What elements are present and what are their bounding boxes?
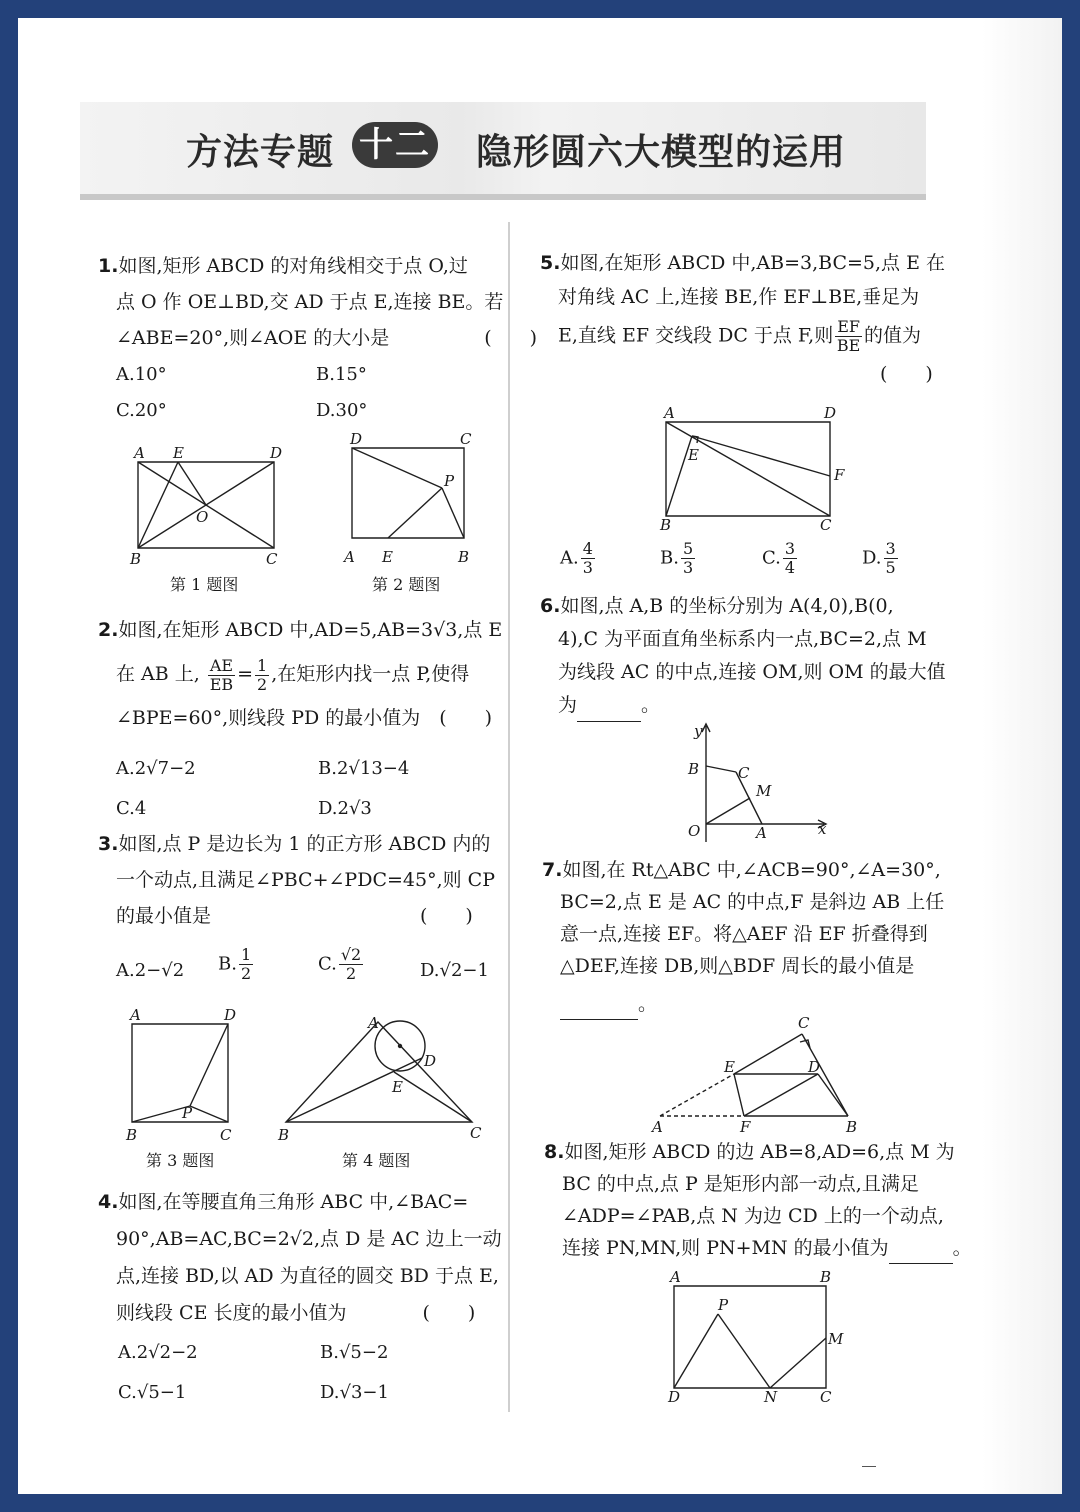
option-c: C. $\frac{3}{4}$: [762, 539, 796, 577]
question-number: 5.: [540, 252, 561, 274]
figure-1-caption: 第 1 题图: [170, 575, 239, 594]
figure-label: F: [740, 1118, 751, 1136]
question-line: 的值为: [863, 324, 921, 347]
figure-7: [648, 1012, 868, 1136]
question-line: =: [237, 663, 254, 685]
question-line: 意一点,连接 EF。将△AEF 沿 EF 折叠得到: [560, 923, 928, 945]
figure-label: M: [756, 782, 772, 800]
denominator: 3: [582, 558, 593, 577]
option-c: C.4: [116, 798, 147, 819]
question-number: 2.: [98, 619, 119, 641]
figure-label: x: [818, 820, 827, 838]
answer-blank[interactable]: [577, 703, 641, 722]
question-3: [98, 826, 495, 934]
question-line: 4),C 为平面直角坐标系内一点,BC=2,点 M: [558, 628, 927, 650]
figure-label: A: [368, 1014, 379, 1032]
question-line: 为线段 AC 的中点,连接 OM,则 OM 的最大值: [558, 661, 946, 683]
option-a: A. $\frac{4}{3}$: [560, 539, 593, 577]
option-d: D.√2−1: [420, 960, 489, 981]
figure-label: C: [820, 1388, 832, 1406]
question-line: 如图,点 P 是边长为 1 的正方形 ABCD 内的: [118, 833, 491, 855]
figure-label: A: [652, 1118, 663, 1136]
question-line: 对角线 AC 上,连接 BE,作 EF⊥BE,垂足为: [558, 286, 920, 308]
option-b: B. $\frac{5}{3}$: [660, 539, 694, 577]
question-line: E,直线 EF 交线段 DC 于点 F,则: [558, 324, 834, 347]
option-b: B.15°: [316, 364, 367, 385]
question-line: 连接 PN,MN,则 PN+MN 的最小值为: [562, 1237, 889, 1259]
question-4: [98, 1184, 502, 1332]
question-line: 如图,点 A,B 的坐标分别为 A(4,0),B(0,: [560, 595, 894, 617]
fraction: [783, 540, 797, 577]
figure-label: y: [694, 722, 703, 740]
option-a: A.2√7−2: [116, 758, 196, 779]
page-mark: [862, 1466, 876, 1467]
question-line: BC 的中点,点 P 是矩形内部一动点,且满足: [562, 1173, 919, 1195]
figure-label: B: [820, 1268, 832, 1286]
option-a: A.2√2−2: [118, 1342, 198, 1363]
question-7: [542, 854, 944, 1020]
figure-label: B: [846, 1118, 858, 1136]
figure-label: D: [824, 404, 837, 422]
figure-label: D: [424, 1052, 437, 1070]
denominator: 2: [257, 674, 268, 694]
question-line: 则线段 CE 长度的最小值为 ( ): [116, 1302, 476, 1324]
option-d: D. $\frac{3}{5}$: [862, 539, 896, 577]
figure-4: [274, 1010, 494, 1146]
numerator: 1: [240, 945, 252, 964]
question-line: 的最小值是 ( ): [116, 905, 473, 927]
question-line: 。: [638, 993, 658, 1015]
question-line: 点,连接 BD,以 AD 为直径的圆交 BD 于点 E,: [116, 1265, 499, 1287]
page-edge-shadow: [982, 18, 1062, 1494]
question-line: ( ): [880, 363, 933, 385]
question-line: 点 O 作 OE⊥BD,交 AD 于点 E,连接 BE。若: [116, 291, 504, 313]
question-1: [98, 248, 537, 356]
figure-label: C: [460, 430, 472, 448]
question-line: 在 AB 上,: [116, 663, 200, 685]
option-d: D.2√3: [318, 798, 372, 819]
fraction: [681, 540, 695, 577]
fraction: [255, 657, 269, 694]
question-line: △DEF,连接 DB,则△BDF 周长的最小值是: [560, 955, 915, 977]
figure-label: A: [664, 404, 675, 422]
column-divider: [508, 222, 510, 1412]
figure-2-caption: 第 2 题图: [372, 575, 441, 594]
question-number: 7.: [542, 859, 563, 881]
figure-label: D: [350, 430, 363, 448]
question-line: 为: [558, 694, 578, 716]
figure-label: C: [266, 550, 278, 568]
figure-label: P: [718, 1296, 729, 1314]
numerator: 4: [582, 539, 593, 558]
question-line: ∠BPE=60°,则线段 PD 的最小值为 ( ): [116, 706, 493, 729]
figure-label: C: [820, 516, 832, 534]
fraction: [884, 540, 898, 577]
figure-label: A: [344, 548, 355, 566]
denominator: 3: [682, 558, 694, 577]
figure-4-caption: 第 4 题图: [342, 1151, 411, 1170]
numerator: √2: [340, 945, 362, 964]
figure-3: [122, 1006, 252, 1146]
figure-label: B: [660, 516, 672, 534]
fraction: [835, 318, 862, 355]
question-number: 6.: [540, 595, 561, 617]
figure-label: A: [134, 444, 145, 462]
denominator: 4: [784, 558, 796, 577]
question-line: 。: [952, 1237, 972, 1259]
figure-label: C: [738, 764, 750, 782]
option-d: D.√3−1: [320, 1382, 389, 1403]
figure-label: E: [724, 1058, 735, 1076]
numerator: AE: [209, 655, 234, 675]
question-6: [540, 590, 946, 722]
answer-blank[interactable]: [889, 1245, 953, 1264]
denominator: 5: [885, 558, 896, 577]
figure-label: C: [470, 1124, 482, 1142]
option-a: A.10°: [116, 364, 167, 385]
denominator: BE: [836, 336, 861, 355]
figure-label: B: [458, 548, 470, 566]
question-number: 3.: [98, 833, 119, 855]
question-line: 一个动点,且满足∠PBC+∠PDC=45°,则 CP: [116, 869, 495, 891]
figure-5: [654, 400, 854, 536]
title-rule: [80, 194, 926, 200]
question-line: BC=2,点 E 是 AC 的中点,F 是斜边 AB 上任: [560, 891, 945, 913]
option-a: A.2−√2: [116, 960, 185, 981]
question-line: ∠ADP=∠PAB,点 N 为边 CD 上的一个动点,: [562, 1205, 944, 1227]
figure-label: C: [798, 1014, 810, 1032]
numerator: 3: [885, 539, 896, 558]
figure-label: D: [270, 444, 283, 462]
figure-8: [664, 1264, 854, 1404]
figure-label: P: [444, 472, 455, 490]
question-line: 如图,在矩形 ABCD 中,AB=3,BC=5,点 E 在: [560, 252, 945, 274]
question-line: 如图,矩形 ABCD 的对角线相交于点 O,过: [118, 255, 468, 277]
question-line: ,在矩形内找一点 P,使得: [271, 663, 470, 685]
option-b: B.2√13−4: [318, 758, 410, 779]
figure-label: E: [173, 444, 184, 462]
figure-1: [128, 440, 288, 570]
figure-label: B: [130, 550, 142, 568]
answer-blank[interactable]: [560, 1001, 638, 1020]
figure-label: F: [834, 466, 845, 484]
numerator: 5: [682, 539, 694, 558]
figure-label: O: [196, 508, 209, 526]
topic-number-badge: 十二: [352, 122, 438, 168]
figure-label: A: [670, 1268, 681, 1286]
figure-6: [676, 720, 836, 844]
figure-3-caption: 第 3 题图: [146, 1151, 215, 1170]
page-title-right: 隐形圆六大模型的运用: [476, 132, 847, 173]
question-2: [98, 612, 502, 736]
figure-label: O: [688, 822, 701, 840]
fraction: [339, 946, 363, 983]
numerator: 1: [257, 655, 268, 675]
question-line: 。: [641, 694, 661, 716]
question-5: [540, 246, 945, 391]
figure-label: N: [764, 1388, 778, 1406]
option-b: B.√5−2: [320, 1342, 389, 1363]
numerator: 3: [784, 539, 796, 558]
question-line: 如图,在矩形 ABCD 中,AD=5,AB=3√3,点 E: [118, 619, 503, 641]
option-c: C. $\frac{√2}{2}$: [318, 945, 362, 983]
denominator: 2: [345, 964, 357, 983]
figure-label: C: [220, 1126, 232, 1144]
fraction: [581, 540, 595, 577]
option-c: C.√5−1: [118, 1382, 187, 1403]
figure-label: E: [382, 548, 393, 566]
question-line: ∠ABE=20°,则∠AOE 的大小是 ( ): [116, 327, 538, 349]
fraction: [239, 946, 253, 983]
question-number: 1.: [98, 255, 119, 277]
figure-label: D: [224, 1006, 237, 1024]
figure-label: D: [668, 1388, 681, 1406]
figure-label: E: [392, 1078, 403, 1096]
page-title-left: 方法专题: [186, 132, 335, 173]
fraction: [208, 657, 235, 694]
option-b: B. $\frac{1}{2}$: [218, 945, 252, 983]
question-number: 4.: [98, 1191, 119, 1213]
question-line: 如图,矩形 ABCD 的边 AB=8,AD=6,点 M 为: [564, 1141, 955, 1163]
denominator: 2: [240, 964, 252, 983]
question-line: 如图,在 Rt△ABC 中,∠ACB=90°,∠A=30°,: [562, 859, 941, 881]
figure-label: D: [808, 1058, 821, 1076]
figure-label: P: [182, 1104, 193, 1122]
numerator: EF: [837, 317, 860, 336]
figure-label: A: [756, 824, 767, 842]
figure-2: [342, 430, 482, 570]
figure-label: B: [278, 1126, 290, 1144]
figure-label: E: [688, 446, 699, 464]
figure-label: M: [828, 1330, 844, 1348]
figure-label: A: [130, 1006, 141, 1024]
question-number: 8.: [544, 1141, 565, 1163]
figure-label: B: [126, 1126, 138, 1144]
question-line: 如图,在等腰直角三角形 ABC 中,∠BAC=: [118, 1191, 469, 1213]
figure-label: B: [688, 760, 700, 778]
denominator: EB: [209, 674, 234, 694]
option-c: C.20°: [116, 400, 167, 421]
option-d: D.30°: [316, 400, 368, 421]
question-8: [544, 1136, 972, 1264]
question-line: 90°,AB=AC,BC=2√2,点 D 是 AC 边上一动: [116, 1228, 502, 1250]
